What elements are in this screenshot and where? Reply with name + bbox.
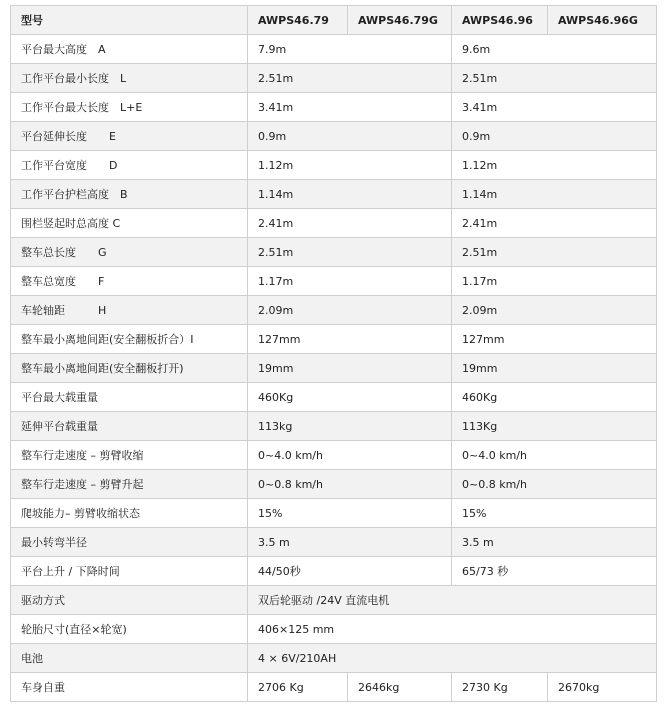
row-label: 整车最小离地间距(安全翻板打开) <box>11 354 248 383</box>
value-cell: 2.41m <box>248 209 452 238</box>
value-cell: 0~4.0 km/h <box>452 441 657 470</box>
value-cell: 65/73 秒 <box>452 557 657 586</box>
value-cell: 44/50秒 <box>248 557 452 586</box>
header-label: 型号 <box>11 6 248 35</box>
row-label: 工作平台最小长度 L <box>11 64 248 93</box>
value-cell: 113kg <box>248 412 452 441</box>
table-row <box>11 644 657 673</box>
value-cell: 460Kg <box>248 383 452 412</box>
value-cell: 15% <box>452 499 657 528</box>
value-cell: 1.14m <box>452 180 657 209</box>
model-awps46-96g: AWPS46.96G <box>548 6 657 35</box>
row-label: 驱动方式 <box>11 586 248 615</box>
model-awps46-79g: AWPS46.79G <box>348 6 452 35</box>
value-cell: 127mm <box>248 325 452 354</box>
value-cell: 19mm <box>248 354 452 383</box>
row-label: 整车总宽度 F <box>11 267 248 296</box>
table-row <box>11 441 657 470</box>
value-cell: 1.12m <box>452 151 657 180</box>
table-row <box>11 296 657 325</box>
table-row <box>11 412 657 441</box>
table-row <box>11 209 657 238</box>
row-label: 平台最大高度 A <box>11 35 248 64</box>
table-row <box>11 499 657 528</box>
row-label: 工作平台护栏高度 B <box>11 180 248 209</box>
table-row <box>11 673 657 702</box>
table-row <box>11 122 657 151</box>
row-label: 整车行走速度 – 剪臂升起 <box>11 470 248 499</box>
header-row <box>11 6 657 35</box>
value-cell: 2.09m <box>248 296 452 325</box>
value-cell: 19mm <box>452 354 657 383</box>
value-cell: 127mm <box>452 325 657 354</box>
value-cell: 3.41m <box>248 93 452 122</box>
value-cell: 1.17m <box>248 267 452 296</box>
table-row <box>11 470 657 499</box>
value-cell: 3.41m <box>452 93 657 122</box>
row-label: 车身自重 <box>11 673 248 702</box>
table-row <box>11 35 657 64</box>
value-cell: 2.51m <box>248 64 452 93</box>
table-row <box>11 325 657 354</box>
row-label: 围栏竖起时总高度 C <box>11 209 248 238</box>
table-row <box>11 64 657 93</box>
value-cell: 2.09m <box>452 296 657 325</box>
row-label: 平台上升 / 下降时间 <box>11 557 248 586</box>
value-cell: 双后轮驱动 /24V 直流电机 <box>248 586 657 615</box>
value-cell: 113Kg <box>452 412 657 441</box>
table-row <box>11 586 657 615</box>
value-cell: 0~4.0 km/h <box>248 441 452 470</box>
value-cell: 2706 Kg <box>248 673 348 702</box>
value-cell: 2.51m <box>248 238 452 267</box>
value-cell: 3.5 m <box>452 528 657 557</box>
table-row <box>11 615 657 644</box>
value-cell: 0~0.8 km/h <box>452 470 657 499</box>
table-row <box>11 151 657 180</box>
table-row <box>11 267 657 296</box>
model-awps46-79: AWPS46.79 <box>248 6 348 35</box>
row-label: 平台最大载重量 <box>11 383 248 412</box>
table-row <box>11 93 657 122</box>
row-label: 整车总长度 G <box>11 238 248 267</box>
row-label: 最小转弯半径 <box>11 528 248 557</box>
row-label: 电池 <box>11 644 248 673</box>
value-cell: 2.51m <box>452 238 657 267</box>
spec-table <box>10 5 657 702</box>
table-row <box>11 528 657 557</box>
row-label: 车轮轴距 H <box>11 296 248 325</box>
value-cell: 0.9m <box>452 122 657 151</box>
table-row <box>11 557 657 586</box>
row-label: 整车行走速度 – 剪臂收缩 <box>11 441 248 470</box>
value-cell: 4 × 6V/210AH <box>248 644 657 673</box>
value-cell: 2730 Kg <box>452 673 548 702</box>
value-cell: 0.9m <box>248 122 452 151</box>
value-cell: 406×125 mm <box>248 615 657 644</box>
value-cell: 460Kg <box>452 383 657 412</box>
value-cell: 2646kg <box>348 673 452 702</box>
value-cell: 1.17m <box>452 267 657 296</box>
row-label: 延伸平台载重量 <box>11 412 248 441</box>
row-label: 工作平台最大长度 L+E <box>11 93 248 122</box>
row-label: 轮胎尺寸(直径×轮宽) <box>11 615 248 644</box>
value-cell: 2670kg <box>548 673 657 702</box>
row-label: 爬坡能力– 剪臂收缩状态 <box>11 499 248 528</box>
value-cell: 3.5 m <box>248 528 452 557</box>
table-row <box>11 180 657 209</box>
value-cell: 15% <box>248 499 452 528</box>
value-cell: 0~0.8 km/h <box>248 470 452 499</box>
value-cell: 9.6m <box>452 35 657 64</box>
value-cell: 2.41m <box>452 209 657 238</box>
row-label: 平台延伸长度 E <box>11 122 248 151</box>
value-cell: 1.14m <box>248 180 452 209</box>
value-cell: 7.9m <box>248 35 452 64</box>
row-label: 整车最小离地间距(安全翻板折合）I <box>11 325 248 354</box>
value-cell: 2.51m <box>452 64 657 93</box>
model-awps46-96: AWPS46.96 <box>452 6 548 35</box>
value-cell: 1.12m <box>248 151 452 180</box>
table-row <box>11 354 657 383</box>
row-label: 工作平台宽度 D <box>11 151 248 180</box>
table-row <box>11 383 657 412</box>
table-row <box>11 238 657 267</box>
